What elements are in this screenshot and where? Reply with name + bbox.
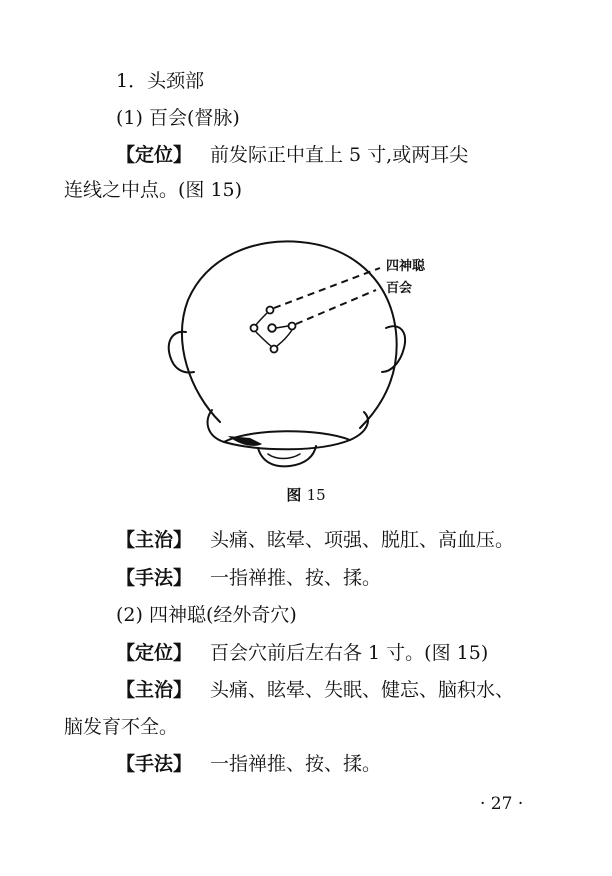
figure-caption bbox=[0, 484, 612, 505]
indications-text: 头痛、眩晕、项强、脱肛、高血压。 bbox=[210, 529, 515, 551]
baihui-point bbox=[268, 324, 276, 332]
indications-row-baihui bbox=[116, 528, 514, 552]
method-text: 一指禅推、按、揉。 bbox=[210, 567, 382, 589]
method-label: 【手法】 bbox=[116, 567, 193, 589]
label-sishencong: 四神聪 bbox=[386, 259, 426, 274]
indications-text-continued: 脑发育不全。 bbox=[64, 716, 179, 738]
method-label: 【手法】 bbox=[116, 753, 193, 775]
item-title-sishencong: (2) 四神聪(经外奇穴) bbox=[116, 604, 297, 626]
indications-label: 【主治】 bbox=[116, 529, 193, 551]
item-title-baihui: (1) 百会(督脉) bbox=[116, 107, 240, 129]
location-text: 百会穴前后左右各 1 寸。(图 15) bbox=[210, 642, 489, 664]
neck-collar bbox=[208, 410, 368, 449]
leader-line-sishencong bbox=[274, 268, 380, 308]
method-text: 一指禅推、按、揉。 bbox=[210, 753, 382, 775]
sishencong-point-right bbox=[289, 323, 296, 330]
location-label: 【定位】 bbox=[116, 642, 193, 664]
method-row-baihui bbox=[116, 566, 381, 590]
section-heading: 1．头颈部 bbox=[116, 70, 205, 92]
location-text-continued: 连线之中点。(图 15) bbox=[64, 179, 243, 201]
location-text: 前发际正中直上 5 寸,或两耳尖 bbox=[210, 144, 469, 166]
label-baihui: 百会 bbox=[386, 281, 413, 296]
figure-caption-number: 15 bbox=[306, 486, 326, 504]
location-row-sishencong bbox=[116, 641, 488, 665]
sishencong-point-back bbox=[271, 346, 278, 353]
location-label: 【定位】 bbox=[116, 144, 193, 166]
sishencong-point-left bbox=[251, 325, 258, 332]
indications-row-sishencong bbox=[116, 678, 514, 702]
page-number: · 27 · bbox=[480, 794, 524, 814]
indications-text: 头痛、眩晕、失眠、健忘、脑积水、 bbox=[210, 679, 515, 701]
right-ear bbox=[382, 326, 405, 372]
indications-label: 【主治】 bbox=[116, 679, 193, 701]
figure-head-diagram bbox=[150, 232, 460, 472]
location-row-baihui bbox=[116, 143, 468, 167]
method-row-sishencong bbox=[116, 752, 381, 776]
figure-caption-label: 图 bbox=[286, 486, 302, 504]
